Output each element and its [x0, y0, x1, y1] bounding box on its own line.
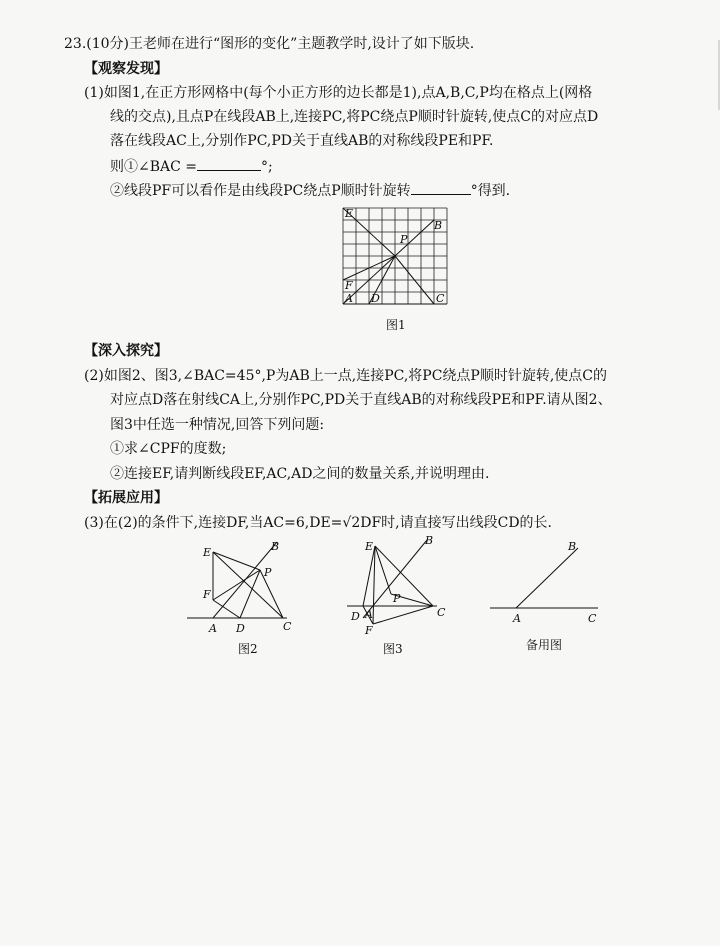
- fig1-label-e: E: [345, 207, 354, 220]
- fig1-label-c: C: [436, 292, 445, 305]
- fig3-label-b: B: [425, 534, 434, 547]
- fig1-label-p: P: [400, 233, 408, 246]
- figure-1-grid: [338, 203, 452, 309]
- spare-label-c: C: [588, 612, 597, 625]
- q2-text-line2: 对应点D落在射线CA上,分别作PC,PD关于直线AB的对称线段PE和PF.请从图2、: [110, 392, 612, 408]
- fig2-label-a: A: [209, 622, 217, 635]
- fig2-label-e: E: [203, 546, 212, 559]
- q1-part2-prefix: ②线段PF可以看作是由线段PC绕点P顺时针旋转: [110, 183, 411, 199]
- section-apply-title: 【拓展应用】: [84, 490, 168, 506]
- q3-text: (3)在(2)的条件下,连接DF,当AC=6,DE=√2DF时,请直接写出线段CD的长.: [84, 515, 553, 531]
- fig1-label-b: B: [434, 219, 443, 232]
- fig1-label-d: D: [371, 292, 380, 305]
- fig3-segment-pe: [375, 546, 391, 594]
- section-observe-title: 【观察发现】: [84, 61, 168, 77]
- fig2-label-f: F: [203, 588, 211, 601]
- fig2-segment-ec: [213, 552, 283, 618]
- fig3-segment-ef: [373, 546, 375, 624]
- q2-text-line3: 图3中任选一种情况,回答下列问题:: [110, 417, 325, 433]
- fig2-segment-pe: [213, 552, 260, 570]
- fig2-label-p: P: [264, 566, 272, 579]
- fig3-label-a: A: [365, 608, 373, 621]
- q2-subquestion-1: ①求∠CPF的度数;: [110, 441, 227, 457]
- q1-part1: [110, 156, 273, 176]
- figure-1-caption: 图1: [386, 318, 406, 332]
- fig3-label-f: F: [365, 624, 373, 637]
- answer-blank-rotation-angle[interactable]: [411, 182, 471, 195]
- q1-part1-prefix: 则①∠BAC =: [110, 159, 198, 175]
- q2-text-line1: (2)如图2、图3,∠BAC=45°,P为AB上一点,连接PC,将PC绕点P顺时针旋转,使点C的: [84, 368, 607, 384]
- fig2-label-d: D: [236, 622, 245, 635]
- fig1-label-a: A: [345, 292, 353, 305]
- fig3-segment-fc: [373, 606, 433, 624]
- section-explore-title: 【深入探究】: [84, 343, 168, 359]
- q1-text-line1: (1)如图1,在正方形网格中(每个小正方形的边长都是1),点A,B,C,P均在格点上(网格: [84, 85, 593, 101]
- spare-line-ab: [516, 548, 578, 608]
- fig3-label-p: P: [393, 592, 401, 605]
- fig3-segment-ec: [375, 546, 433, 606]
- figure-2: [185, 538, 295, 636]
- q1-part2-suffix: °得到.: [470, 183, 511, 199]
- spare-label-b: B: [568, 540, 577, 553]
- figure-spare-caption: 备用图: [526, 638, 563, 652]
- question-header: 23.(10分)王老师在进行“图形的变化”主题教学时,设计了如下版块.: [64, 36, 475, 52]
- fig3-label-e: E: [365, 540, 374, 553]
- figure-3-caption: 图3: [383, 642, 403, 656]
- fig3-label-c: C: [437, 606, 446, 619]
- fig1-segment-ab: [343, 220, 434, 304]
- fig2-label-c: C: [283, 620, 292, 633]
- fig1-label-f: F: [345, 279, 353, 292]
- q1-part1-suffix: °;: [261, 159, 273, 175]
- q1-part2: [110, 180, 510, 200]
- fig3-label-d: D: [351, 610, 360, 623]
- fig2-label-b: B: [271, 540, 280, 553]
- figure-2-caption: 图2: [238, 642, 258, 656]
- q2-subquestion-2: ②连接EF,请判断线段EF,AC,AD之间的数量关系,并说明理由.: [110, 466, 490, 482]
- figure-3: [345, 532, 455, 640]
- answer-blank-angle-bac[interactable]: [197, 158, 261, 171]
- figure-spare: [488, 538, 608, 628]
- q1-text-line3: 落在线段AC上,分别作PC,PD关于直线AB的对称线段PE和PF.: [110, 133, 494, 149]
- q1-text-line2: 线的交点),且点P在线段AB上,连接PC,将PC绕点P顺时针旋转,使点C的对应点D: [110, 109, 599, 125]
- spare-label-a: A: [513, 612, 521, 625]
